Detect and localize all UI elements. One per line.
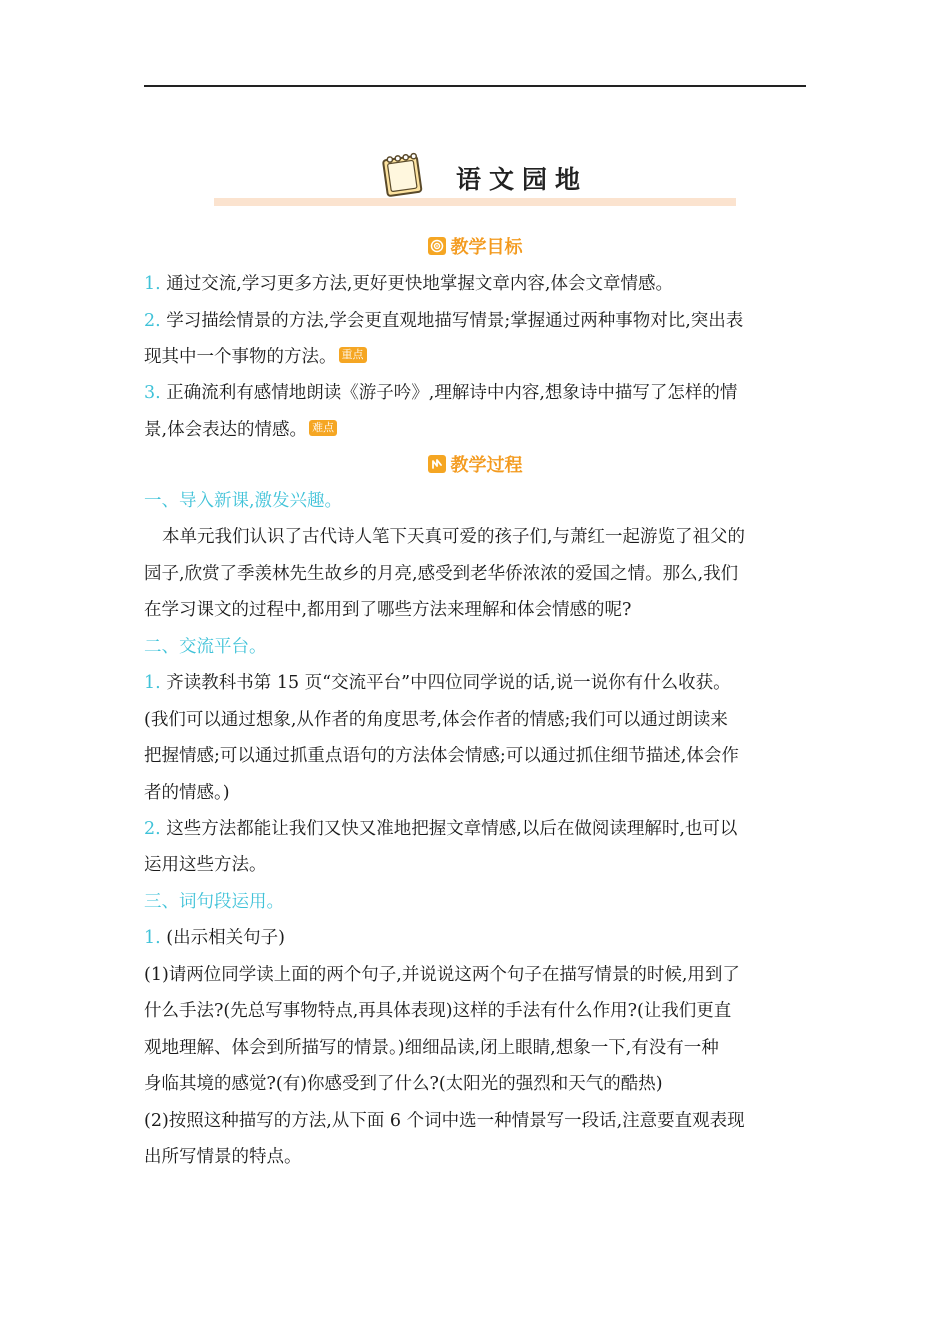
paragraph-line: 者的情感。) [144,783,230,803]
paragraph-line: 观地理解、体会到所描写的情景。)细细品读,闭上眼睛,想象一下,有没有一种 [144,1038,719,1058]
paragraph-line: 在学习课文的过程中,都用到了哪些方法来理解和体会情感的呢? [144,600,632,620]
goal-number: 1. [144,274,161,294]
goal-item-2 [144,309,808,333]
item-number: 1. [144,673,161,693]
item-number: 1. [144,928,161,948]
item-text: 齐读教科书第 15 页“交流平台”中四位同学说的话,说一说你有什么收获。 [166,673,731,693]
goal-item-1 [144,272,808,296]
item-number: 2. [144,819,161,839]
paragraph-line: 把握情感;可以通过抓重点语句的方法体会情感;可以通过抓住细节描述,体会作 [144,746,739,766]
difficult-point-tag: 难点 [309,420,337,436]
goal-number: 2. [144,311,161,331]
part2-title: 二、交流平台。 [144,637,267,657]
notebook-icon [376,148,428,200]
part2-item-1 [144,671,808,695]
goal-text: 正确流利有感情地朗读《游子吟》,理解诗中内容,想象诗中描写了怎样的情 [166,383,738,403]
part3-title: 三、词句段运用。 [144,892,284,912]
part2-item-2 [144,817,808,841]
goal-text: 景,体会表达的情感。 [144,420,308,440]
target-icon [428,237,446,255]
part1-title: 一、导入新课,激发兴趣。 [144,491,343,511]
item-text: 这些方法都能让我们又快又准地把握文章情感,以后在做阅读理解时,也可以 [166,819,738,839]
top-rule [144,85,806,87]
goals-heading-text: 教学目标 [450,237,523,258]
title-underline-band [214,198,736,206]
item-text: (出示相关句子) [166,928,285,948]
paragraph-line: 身临其境的感觉?(有)你感受到了什么?(太阳光的强烈和天气的酷热) [144,1074,663,1094]
process-icon [428,455,446,473]
paragraph-line: (2)按照这种描写的方法,从下面 6 个词中选一种情景写一段话,注意要直观表现 [144,1111,745,1131]
paragraph-line: (我们可以通过想象,从作者的角度思考,体会作者的情感;我们可以通过朗读来 [144,710,728,730]
paragraph-line: 本单元我们认识了古代诗人笔下天真可爱的孩子们,与萧红一起游览了祖父的 [162,527,746,547]
process-heading-text: 教学过程 [450,455,523,476]
goal-text: 现其中一个事物的方法。 [144,347,337,367]
goal-item-3-continued [144,418,808,442]
goal-item-2-continued [144,345,808,369]
goal-item-3 [144,381,808,405]
key-point-tag: 重点 [339,347,367,363]
goal-number: 3. [144,383,161,403]
paragraph-line: (1)请两位同学读上面的两个句子,并说说这两个句子在描写情景的时候,用到了 [144,965,740,985]
paragraph-line: 园子,欣赏了季羡林先生故乡的月亮,感受到老华侨浓浓的爱国之情。那么,我们 [144,564,739,584]
part3-item-1 [144,926,808,950]
goal-text: 学习描绘情景的方法,学会更直观地描写情景;掌握通过两种事物对比,突出表 [166,311,744,331]
goal-text: 通过交流,学习更多方法,更好更快地掌握文章内容,体会文章情感。 [166,274,673,294]
title-banner [214,140,736,208]
paragraph-line: 运用这些方法。 [144,855,267,875]
process-heading [0,451,950,479]
page-title: 语文园地 [456,165,589,194]
paragraph-line: 什么手法?(先总写事物特点,再具体表现)这样的手法有什么作用?(让我们更直 [144,1001,732,1021]
goals-heading [0,233,950,261]
paragraph-line: 出所写情景的特点。 [144,1147,302,1167]
